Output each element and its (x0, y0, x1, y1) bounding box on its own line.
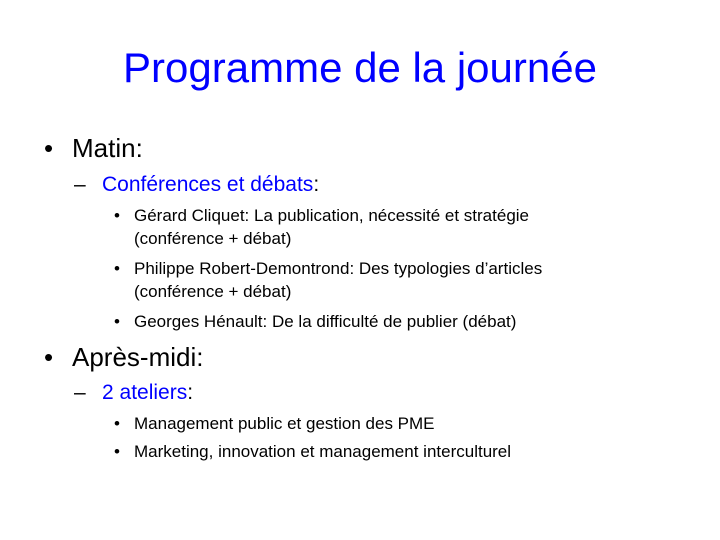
item-bullet: • (114, 259, 120, 278)
subsection-heading-conferences (102, 172, 319, 198)
item-bullet: • (114, 312, 120, 331)
section-bullet: • (44, 133, 54, 163)
list-item-continuation: (conférence + débat) (134, 229, 292, 248)
subsection-dash: – (74, 173, 86, 196)
subsection-heading-ateliers (102, 380, 193, 406)
subsection-suffix: : (313, 173, 320, 196)
item-bullet: • (114, 414, 120, 433)
list-item: Gérard Cliquet: La publication, nécessité et stratégie (134, 206, 530, 225)
item-bullet: • (114, 442, 120, 461)
section-bullet: • (44, 342, 54, 372)
item-bullet: • (114, 206, 120, 225)
section-heading-matin: Matin: (72, 133, 143, 163)
list-item: Philippe Robert-Demontrond: Des typologies d’articles (134, 259, 543, 278)
list-item: Marketing, innovation et management interculturel (134, 442, 512, 461)
list-item-continuation: (conférence + débat) (134, 282, 292, 301)
subsection-label: 2 ateliers (102, 381, 188, 404)
subsection-label: Conférences et débats (102, 173, 314, 196)
list-item: Management public et gestion des PME (134, 414, 435, 433)
subsection-dash: – (74, 381, 86, 404)
section-heading-apres-midi: Après-midi: (72, 342, 204, 372)
subsection-suffix: : (187, 381, 194, 404)
slide-title: Programme de la journée (123, 44, 597, 91)
list-item: Georges Hénault: De la difficulté de publier (débat) (134, 312, 517, 331)
